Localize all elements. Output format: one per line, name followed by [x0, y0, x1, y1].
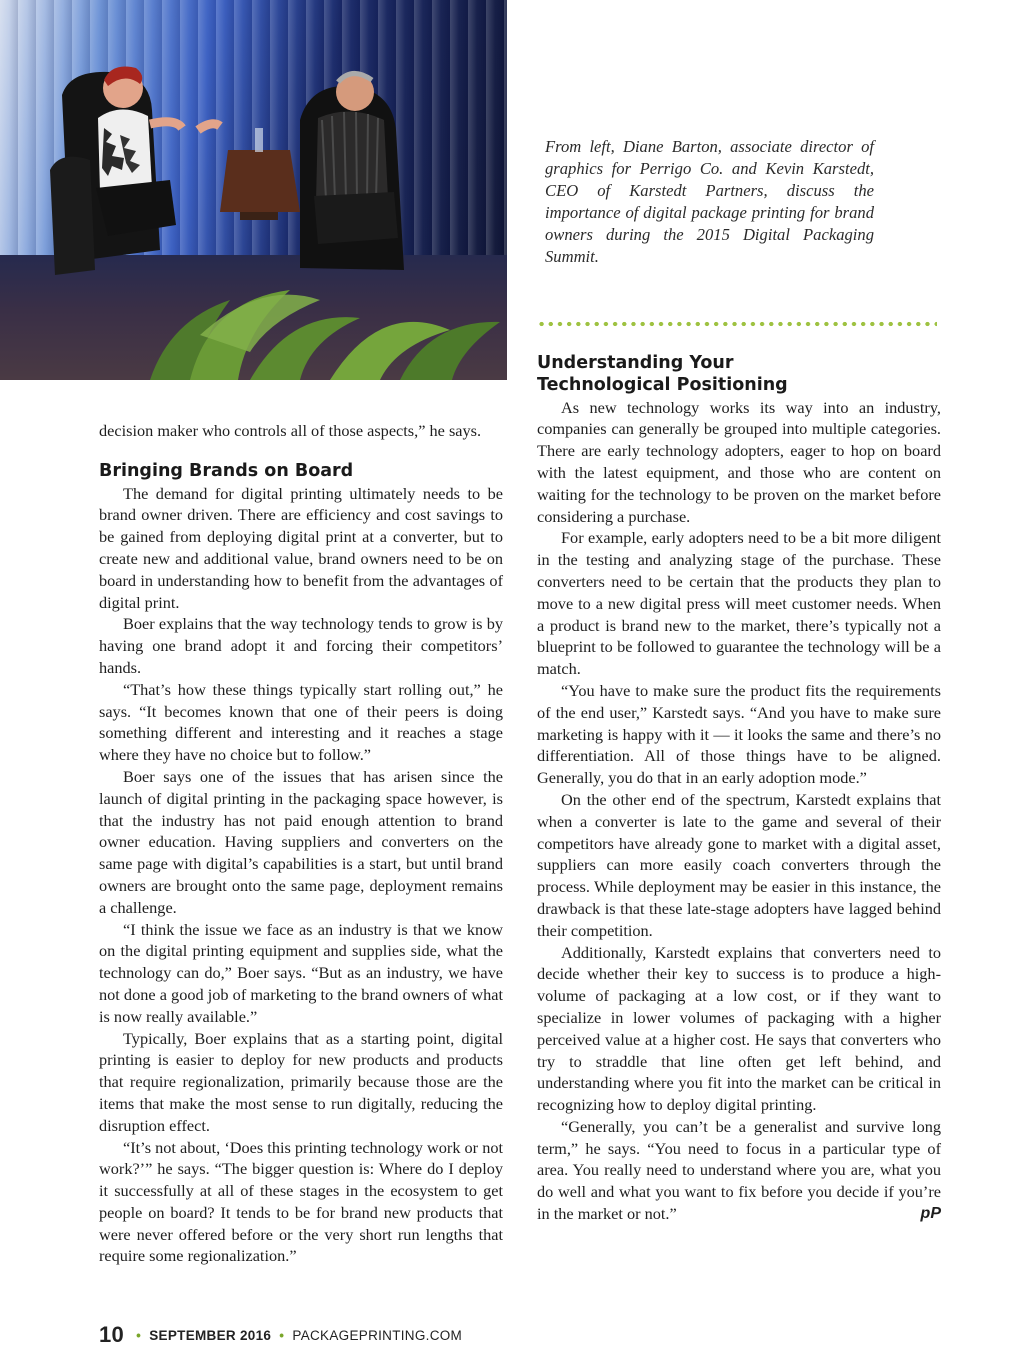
right-column	[537, 353, 941, 1225]
body-paragraph	[537, 1116, 941, 1225]
page-footer	[99, 1322, 462, 1348]
closing-paragraph-text: “Generally, you can’t be a generalist and survive long term,” he says. “You need to focus in a particular type of area. You really need to understand where you are, what you do well and what you want to fix before you decide if you’re in the market or not.”	[537, 1116, 941, 1224]
left-column	[99, 420, 503, 1267]
body-paragraph: Boer explains that the way technology tends to grow is by having one brand adopt it and forcing their competitors’ hands.	[99, 614, 503, 677]
body-paragraph: On the other end of the spectrum, Karstedt explains that when a converter is late to the game and several of their competitors have already gone to market with a digital asset, suppliers can more easily coach converters through the process. While deployment may be easier in this instance, the drawback is that these late-stage adopters have lagged behind their competition.	[537, 789, 941, 940]
body-paragraph: Boer says one of the issues that has arisen since the launch of digital printing in the packaging space however, is that the industry has not paid enough attention to brand owner education. Having suppliers and converters on the same page with digital’s capabilities is a start, but until brand owners are brought onto the same page, deployment remains a challenge.	[99, 766, 503, 917]
section-heading-bringing-brands: Bringing Brands on Board	[99, 460, 354, 481]
end-mark-signoff: pP	[920, 1205, 941, 1223]
body-paragraph: “You have to make sure the product fits the requirements of the end user,” Karstedt says. “And you have to make sure marketing is happy with it — it looks the same and there’s no differentiation. All of those things have to be aligned. Generally, you do that in an early adoption mode.”	[537, 680, 941, 788]
body-paragraph: Typically, Boer explains that as a starting point, digital printing is easier to deploy for new products and products that require regionalization, primarily because those are the items that make the most sense to run digitally, reducing the disruption effect.	[99, 1028, 503, 1135]
body-paragraph: Additionally, Karstedt explains that converters need to decide whether their key to success is to produce a high-volume of packaging at a low cost, or if they want to specialize in lower volumes of packaging with a higher perceived value at a higher cost. He says that converters who try to straddle that line often get left behind, and understanding where you fit into the market can be critical in recognizing how to deploy digital printing.	[537, 942, 941, 1115]
body-paragraph: “It’s not about, ‘Does this printing technology work or not work?’” he says. “The bigger question is: Where do I deploy it successfully at all of these stages in the ecosystem to get people on board? It tends to be for brand new products that were never offered before or the very short run lengths that require some regionalization.”	[99, 1137, 503, 1266]
heading-line: Technological Positioning	[537, 374, 788, 395]
footer-bullet: •	[279, 1328, 285, 1343]
heading-line: Understanding Your	[537, 353, 734, 373]
footer-bullet: •	[136, 1328, 142, 1343]
body-paragraph: For example, early adopters need to be a bit more diligent in the testing and analyzing stage of the purchase. These converters need to be certain that the products they plan to move to a new digital press will meet customer needs. When a product is brand new to the market, there’s typically not a blueprint to be followed to guarantee the technology will be a match.	[537, 528, 941, 679]
photo-caption: From left, Diane Barton, associate director of graphics for Perrigo Co. and Kevin Karstedt, CEO of Karstedt Partners, discuss the importance of digital package printing for brand owners during the 2015 Digital Packaging Summit.	[545, 137, 874, 266]
body-paragraph: The demand for digital printing ultimately needs to be brand owner driven. There are efficiency and cost savings to be gained from deploying digital print at a converter, but to create new and additional value, brand owners need to be on board in understanding how to benefit from the advantages of digital print.	[99, 483, 503, 612]
lead-in-paragraph: decision maker who controls all of those aspects,” he says.	[99, 421, 482, 440]
section-heading-understanding	[537, 353, 941, 397]
article-photo	[0, 0, 507, 380]
body-paragraph: “That’s how these things typically start rolling out,” he says. “It becomes known that one of their peers is doing something different and interesting and it reaches a stage where they have no choice but to follow.”	[99, 679, 503, 765]
section-divider-dots	[537, 321, 937, 327]
website-link[interactable]: PACKAGEPRINTING.COM	[292, 1328, 463, 1343]
issue-date: SEPTEMBER 2016	[149, 1328, 272, 1343]
page-number: 10	[99, 1322, 125, 1347]
body-paragraph: “I think the issue we face as an industry is that we know on the digital printing equipment and supplies side, what the technology can do,” Boer says. “But as an industry, we have not done a good job of marketing to the brand owners of what is now really available.”	[99, 919, 503, 1026]
photo-panel-discussion-image	[0, 0, 507, 380]
body-paragraph: As new technology works its way into an industry, companies can generally be grouped into multiple categories. There are early technology adopters, eager to hop on board with the latest equipment, and those who are content on waiting for the technology to be proven on the market before considering a purchase.	[537, 397, 941, 526]
